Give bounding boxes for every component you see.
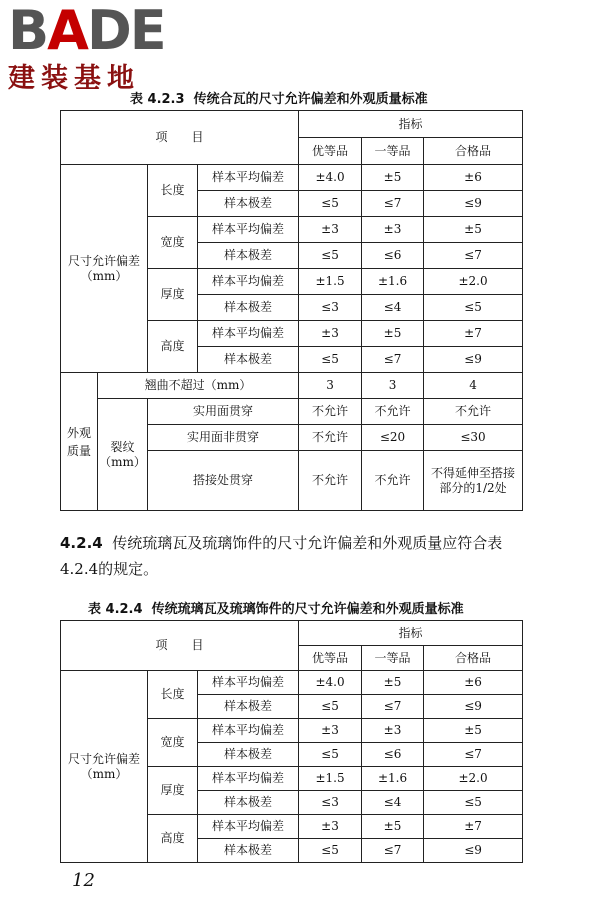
table1-cell: ≤9: [424, 191, 523, 217]
table2-cell: ±7: [424, 815, 523, 839]
table2-dim-name: 高度: [148, 815, 198, 863]
table1-row-label: 样本极差: [198, 295, 299, 321]
table2-header-grade: 合格品: [424, 646, 523, 671]
table1-row-label: 实用面贯穿: [148, 399, 299, 425]
table1-cell: ±3: [299, 321, 362, 347]
table1-row-label: 样本平均偏差: [198, 217, 299, 243]
table1-row-label: 样本极差: [198, 191, 299, 217]
table1-header-indicator: 指标: [299, 111, 523, 138]
table2-title: 传统琉璃瓦及琉璃饰件的尺寸允许偏差和外观质量标准: [151, 602, 464, 617]
table1-cell: ±4.0: [299, 165, 362, 191]
table1-row-label: 样本极差: [198, 347, 299, 373]
table1-cell: ±1.5: [299, 269, 362, 295]
table1-number: 表 4.2.3: [130, 92, 185, 107]
table2-caption: [88, 598, 464, 617]
table1-size-group: 尺寸允许偏差 （mm）: [61, 165, 148, 373]
table2-header-grade: 一等品: [362, 646, 424, 671]
table1-cell: 4: [424, 373, 523, 399]
table1-cell: ≤7: [362, 347, 424, 373]
table2-cell: ±2.0: [424, 767, 523, 791]
table2-cell: ≤5: [299, 743, 362, 767]
table2-cell: ±1.6: [362, 767, 424, 791]
table1-cell: 不得延伸至搭接部分的1/2处: [424, 451, 523, 511]
table1-cell: ±7: [424, 321, 523, 347]
table1-row-label: 样本极差: [198, 243, 299, 269]
clause-text: 传统琉璃瓦及琉璃饰件的尺寸允许偏差和外观质量应符合表4.2.4的规定。: [60, 534, 503, 578]
table1-cell: 不允许: [362, 399, 424, 425]
table1-cell: ±2.0: [424, 269, 523, 295]
table1-title: 传统合瓦的尺寸允许偏差和外观质量标准: [193, 92, 428, 107]
table1-cell: ±5: [424, 217, 523, 243]
brand-logo-subtitle: 建装基地: [8, 63, 140, 94]
table2-cell: ≤6: [362, 743, 424, 767]
table1-cell: 3: [362, 373, 424, 399]
table2-row-label: 样本极差: [198, 695, 299, 719]
table1-cell: ≤5: [299, 347, 362, 373]
page-number: 12: [72, 870, 95, 891]
table2-number: 表 4.2.4: [88, 602, 143, 617]
table1-cell: ≤5: [424, 295, 523, 321]
table1-header-grade: 优等品: [299, 138, 362, 165]
table1-cell: ±5: [362, 321, 424, 347]
table2-cell: ±5: [362, 815, 424, 839]
table1-cell: 不允许: [362, 451, 424, 511]
table2-cell: ≤3: [299, 791, 362, 815]
table1-header-grade: 一等品: [362, 138, 424, 165]
table2-cell: ≤9: [424, 695, 523, 719]
table1-crack-group: 裂纹 （mm）: [98, 399, 148, 511]
table1-cell: ±1.6: [362, 269, 424, 295]
table2-cell: ≤5: [299, 695, 362, 719]
table1-cell: ≤3: [299, 295, 362, 321]
table2-dim-name: 长度: [148, 671, 198, 719]
table1-cell: ≤4: [362, 295, 424, 321]
table2-header-indicator: 指标: [299, 621, 523, 646]
table2-row-label: 样本平均偏差: [198, 719, 299, 743]
brand-logo-mark: BADE: [8, 0, 165, 62]
table2-cell: ±6: [424, 671, 523, 695]
table1: [60, 110, 523, 511]
table2-row-label: 样本极差: [198, 791, 299, 815]
table2-cell: ≤7: [362, 695, 424, 719]
clause-number: 4.2.4: [60, 534, 103, 552]
table2-cell: ±3: [362, 719, 424, 743]
brand-logo: [8, 0, 165, 95]
table2-cell: ≤9: [424, 839, 523, 863]
table2-size-group: 尺寸允许偏差 （mm）: [61, 671, 148, 863]
table1-dim-name: 厚度: [148, 269, 198, 321]
table2-cell: ±5: [362, 671, 424, 695]
table1-row-label: 搭接处贯穿: [148, 451, 299, 511]
table1-cell: ≤30: [424, 425, 523, 451]
table2-cell: ±3: [299, 815, 362, 839]
table2-header-grade: 优等品: [299, 646, 362, 671]
table2-cell: ≤7: [362, 839, 424, 863]
table1-cell: ≤9: [424, 347, 523, 373]
table2-dim-name: 厚度: [148, 767, 198, 815]
table1-cell: ≤5: [299, 191, 362, 217]
clause-4-2-4: [60, 530, 540, 582]
table2-row-label: 样本平均偏差: [198, 815, 299, 839]
table1-cell: 不允许: [299, 425, 362, 451]
table1-cell: 3: [299, 373, 362, 399]
table1-cell: 不允许: [424, 399, 523, 425]
table1-cell: 不允许: [299, 451, 362, 511]
table1-header-item: 项 目: [61, 111, 299, 165]
table1-cell: ±6: [424, 165, 523, 191]
table1-appearance-group: 外观质量: [61, 373, 98, 511]
table1-dim-name: 长度: [148, 165, 198, 217]
table1-dim-name: 宽度: [148, 217, 198, 269]
table1-cell: ≤7: [424, 243, 523, 269]
table1-cell: ±5: [362, 165, 424, 191]
table2-dim-name: 宽度: [148, 719, 198, 767]
table2-header-item: 项 目: [61, 621, 299, 671]
table2-cell: ±4.0: [299, 671, 362, 695]
table1-cell: ≤7: [362, 191, 424, 217]
table1-cell: ±3: [362, 217, 424, 243]
table2-cell: ±5: [424, 719, 523, 743]
table2-cell: ≤4: [362, 791, 424, 815]
table1-caption: [130, 88, 428, 107]
table2-cell: ≤7: [424, 743, 523, 767]
table1-cell: ±3: [299, 217, 362, 243]
table1-warp-label: 翘曲不超过（mm）: [98, 373, 299, 399]
table1-cell: ≤20: [362, 425, 424, 451]
table2-row-label: 样本极差: [198, 839, 299, 863]
table2-row-label: 样本平均偏差: [198, 767, 299, 791]
table2-cell: ≤5: [424, 791, 523, 815]
table1-cell: ≤6: [362, 243, 424, 269]
table2: [60, 620, 523, 863]
table1-row-label: 样本平均偏差: [198, 165, 299, 191]
table1-header-grade: 合格品: [424, 138, 523, 165]
table1-row-label: 样本平均偏差: [198, 269, 299, 295]
table1-cell: ≤5: [299, 243, 362, 269]
table1-cell: 不允许: [299, 399, 362, 425]
table1-row-label: 实用面非贯穿: [148, 425, 299, 451]
table1-dim-name: 高度: [148, 321, 198, 373]
table2-row-label: 样本极差: [198, 743, 299, 767]
table2-cell: ±3: [299, 719, 362, 743]
table1-row-label: 样本平均偏差: [198, 321, 299, 347]
table2-row-label: 样本平均偏差: [198, 671, 299, 695]
table2-cell: ≤5: [299, 839, 362, 863]
table2-cell: ±1.5: [299, 767, 362, 791]
